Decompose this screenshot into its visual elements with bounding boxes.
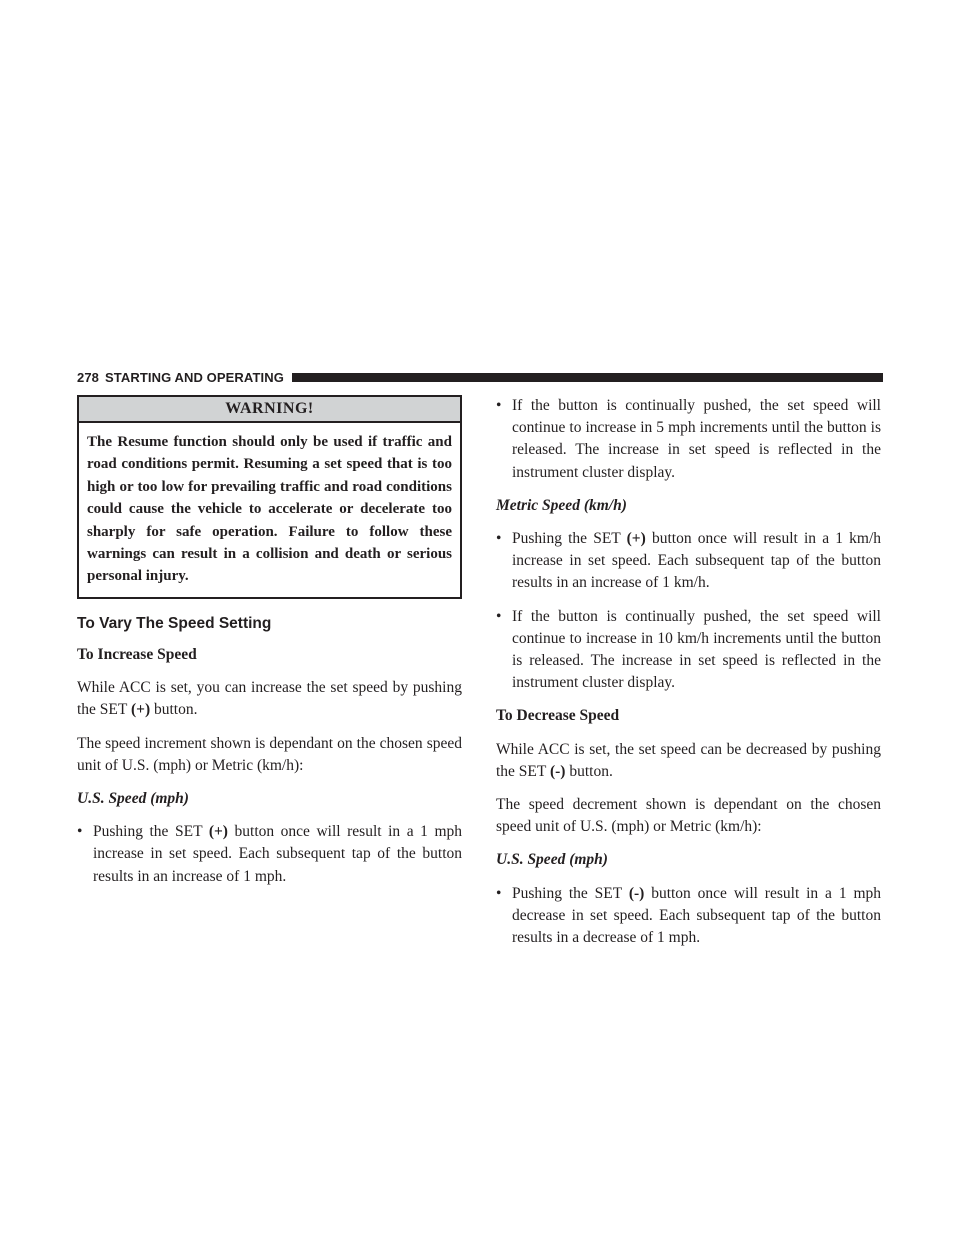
left-column	[77, 395, 462, 899]
bullet-icon: •	[496, 884, 502, 902]
bullet-icon: •	[496, 607, 502, 625]
header-rule	[292, 373, 883, 382]
decrease-speed-heading: To Decrease Speed	[496, 707, 620, 725]
right-column	[496, 395, 881, 960]
increment-paragraph: The speed increment shown is dependant on the chosen speed unit of U.S. (mph) or Metric (km/h):	[77, 734, 462, 774]
warning-title: WARNING!	[79, 397, 460, 423]
warning-text: The Resume function should only be used if traffic and road conditions permit. Resuming a set speed that is too high or too low for prevailing traffic and road conditions could cause the vehicle to accelerate or decelerate too sharply for safe operation. Failure to follow these warnings can result in a collision and death or serious personal injury.	[87, 434, 452, 585]
increase-paragraph: While ACC is set, you can increase the set speed by pushing the SET (+) button.	[77, 679, 462, 719]
us-speed-heading-2: U.S. Speed (mph)	[496, 851, 608, 869]
us-speed-heading: U.S. Speed (mph)	[77, 790, 189, 808]
bullet-icon: •	[496, 530, 502, 548]
metric-speed-heading: Metric Speed (km/h)	[496, 496, 627, 514]
list-item: • Pushing the SET (-) button once will result in a 1 mph decrease in set speed. Each subsequent tap of the button results in a decrease of 1 mph.	[496, 884, 881, 947]
page-header	[77, 369, 883, 385]
list-item: • Pushing the SET (+) button once will result in a 1 mph increase in set speed. Each subsequent tap of the button results in an increase of 1 mph.	[77, 823, 462, 885]
warning-box	[77, 395, 462, 599]
section-heading: To Vary The Speed Setting	[77, 614, 272, 632]
decrement-paragraph: The speed decrement shown is dependant on the chosen speed unit of U.S. (mph) or Metric (km/h):	[496, 796, 881, 836]
list-item: • Pushing the SET (+) button once will result in a 1 km/h increase in set speed. Each subsequent tap of the button results in an increase of 1 km/h.	[496, 530, 881, 592]
section-title: STARTING AND OPERATING	[105, 369, 284, 385]
bullet-icon: •	[77, 823, 83, 841]
list-item: • If the button is continually pushed, the set speed will continue to increase in 5 mph increments until the button is released. The increase in set speed is reflected in the instrument cluster display.	[496, 397, 881, 481]
increase-speed-heading: To Increase Speed	[77, 646, 197, 664]
bullet-icon: •	[496, 397, 502, 414]
page-number: 278	[77, 369, 99, 385]
decrease-paragraph: While ACC is set, the set speed can be decreased by pushing the SET (-) button.	[496, 740, 881, 780]
list-item: • If the button is continually pushed, the set speed will continue to increase in 10 km/h increments until the button is released. The increase in set speed is reflected in the instrument cluster display.	[496, 607, 881, 692]
